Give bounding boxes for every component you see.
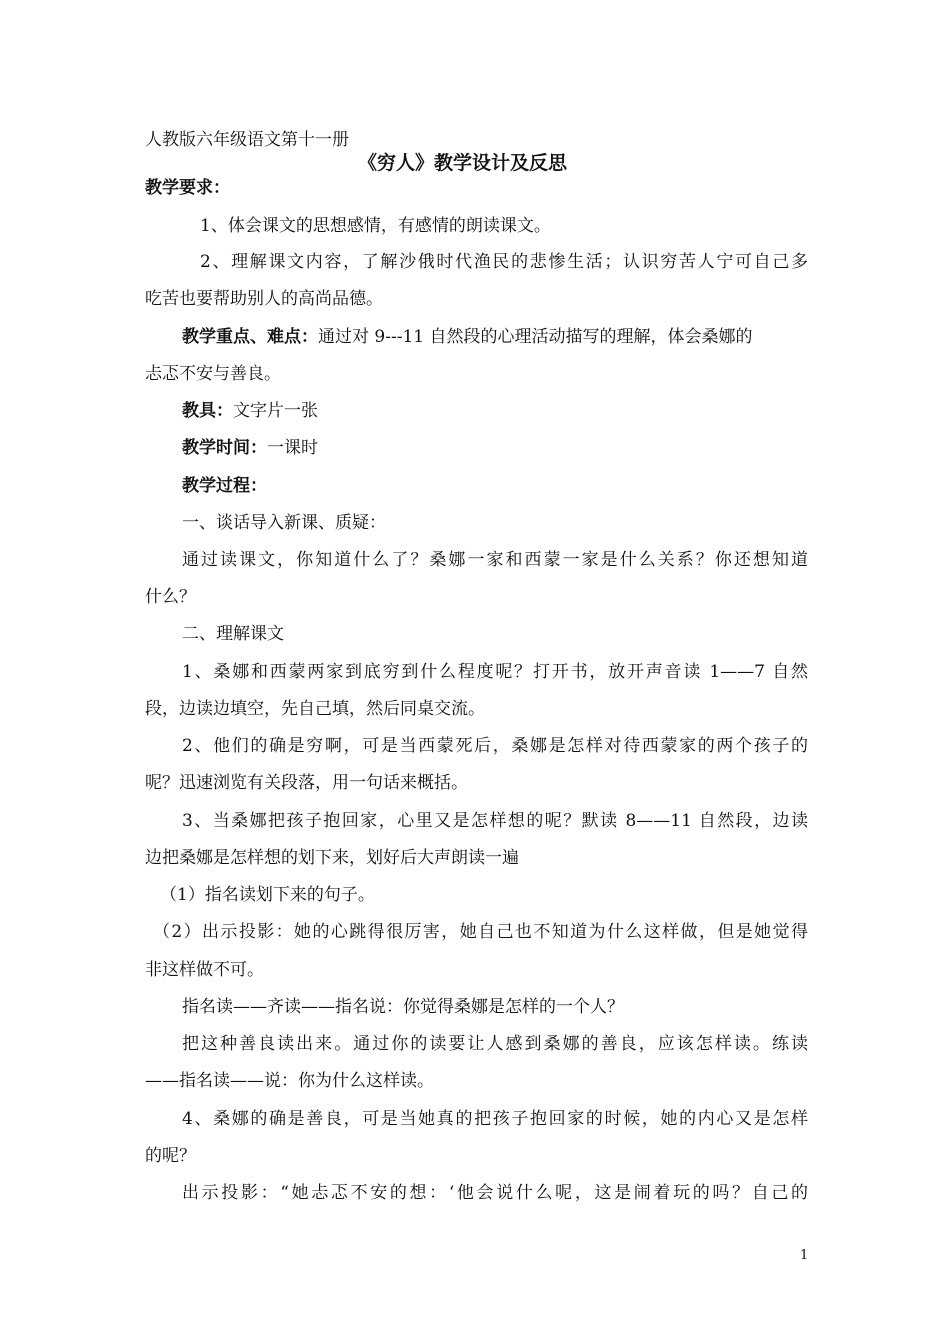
time-line (182, 436, 318, 460)
focus-line-1 (182, 325, 753, 349)
section-2-heading: 二、理解课文 (182, 624, 284, 644)
requirement-2-line-2: 吃苦也要帮助别人的高尚品德。 (145, 289, 383, 309)
question-3-line-1: 3、当桑娜把孩子抱回家，心里又是怎样想的呢？默读 8——11 自然段，边读 (182, 811, 808, 831)
tools-line (182, 399, 318, 423)
requirement-2-line-1: 2、理解课文内容，了解沙俄时代渔民的悲惨生活；认识穷苦人宁可自己多 (200, 252, 808, 272)
requirement-1: 1、体会课文的思想感情，有感情的朗读课文。 (200, 216, 551, 236)
reading-line-3: ——指名读——说：你为什么这样读。 (145, 1071, 434, 1091)
question-1-line-1: 1、桑娜和西蒙两家到底穷到什么程度呢？打开书，放开声音读 1——7 自然 (182, 662, 808, 682)
focus-label: 教学重点、难点： (182, 327, 318, 347)
question-2-line-1: 2、他们的确是穷啊，可是当西蒙死后，桑娜是怎样对待西蒙家的两个孩子的 (182, 736, 808, 756)
question-1-line-2: 段，边读边填空，先自己填，然后同桌交流。 (145, 699, 485, 719)
question-4-line-2: 的呢？ (145, 1146, 196, 1166)
time-label: 教学时间： (182, 438, 267, 458)
requirements-heading: 教学要求： (145, 178, 230, 198)
page-number: 1 (800, 1248, 809, 1263)
time-text: 一课时 (267, 438, 318, 458)
reading-line-2: 把这种善良读出来。通过你的读要让人感到桑娜的善良，应该怎样读。练读 (182, 1034, 808, 1054)
sub-item-2-line-2: 非这样做不可。 (145, 960, 264, 980)
section-1-heading: 一、谈话导入新课、质疑： (182, 513, 386, 533)
paragraph-1-line-2: 什么？ (145, 587, 196, 607)
paragraph-1-line-1: 通过读课文，你知道什么了？桑娜一家和西蒙一家是什么关系？你还想知道 (182, 550, 808, 570)
sub-item-1: （1）指名读划下来的句子。 (160, 885, 375, 905)
tools-text: 文字片一张 (233, 401, 318, 421)
tools-label: 教具： (182, 401, 233, 421)
sub-item-2-line-1: （2）出示投影：她的心跳得很厉害，她自己也不知道为什么这样做，但是她觉得 (153, 922, 808, 942)
projection-line: 出示投影：“她忐忑不安的想：‘他会说什么呢，这是闹着玩的吗？自己的 (182, 1183, 808, 1203)
document-header: 人教版六年级语文第十一册 (145, 130, 349, 150)
question-3-line-2: 边把桑娜是怎样想的划下来，划好后大声朗读一遍 (145, 848, 519, 868)
focus-line-2: 忐忑不安与善良。 (145, 364, 281, 384)
question-4-line-1: 4、桑娜的确是善良，可是当她真的把孩子抱回家的时候，她的内心又是怎样 (182, 1109, 808, 1129)
process-heading: 教学过程： (182, 476, 267, 496)
document-title: 《穷人》教学设计及反思 (358, 152, 568, 174)
focus-text: 通过对 9---11 自然段的心理活动描写的理解，体会桑娜的 (318, 327, 753, 347)
question-2-line-2: 呢？迅速浏览有关段落，用一句话来概括。 (145, 773, 468, 793)
reading-line-1: 指名读——齐读——指名说：你觉得桑娜是怎样的一个人？ (182, 997, 624, 1017)
